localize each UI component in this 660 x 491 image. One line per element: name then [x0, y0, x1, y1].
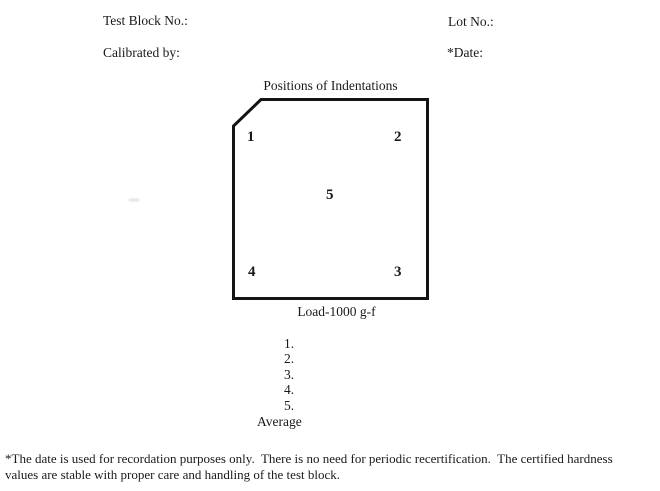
scan-artifact [128, 198, 140, 202]
lot-no-label: Lot No.: [448, 14, 494, 29]
footnote-line-1: *The date is used for recordation purposes only. There is no need for periodic recertification. The certified hardness [5, 451, 613, 466]
indent-position-5: 5 [326, 187, 334, 203]
reading-row-4: 4. [284, 382, 295, 398]
average-label: Average [257, 414, 302, 429]
indent-position-3: 3 [394, 264, 402, 280]
readings-list [284, 336, 294, 413]
reading-row-3: 3. [284, 366, 295, 382]
diagram-title: Positions of Indentations [263, 78, 398, 93]
test-block-no-label: Test Block No.: [103, 13, 188, 28]
indent-position-2: 2 [394, 129, 402, 145]
indent-position-1: 1 [247, 129, 255, 145]
date-label: *Date: [447, 45, 483, 60]
reading-row-2: 2. [284, 351, 295, 367]
load-caption: Load-1000 g-f [297, 304, 376, 319]
footnote [5, 451, 657, 483]
reading-row-1: 1. [284, 336, 295, 351]
footnote-line-2: values are stable with proper care and handling of the test block. [5, 467, 340, 483]
calibrated-by-label: Calibrated by: [103, 45, 180, 60]
indent-position-4: 4 [248, 264, 256, 280]
reading-row-5: 5. [284, 397, 295, 413]
